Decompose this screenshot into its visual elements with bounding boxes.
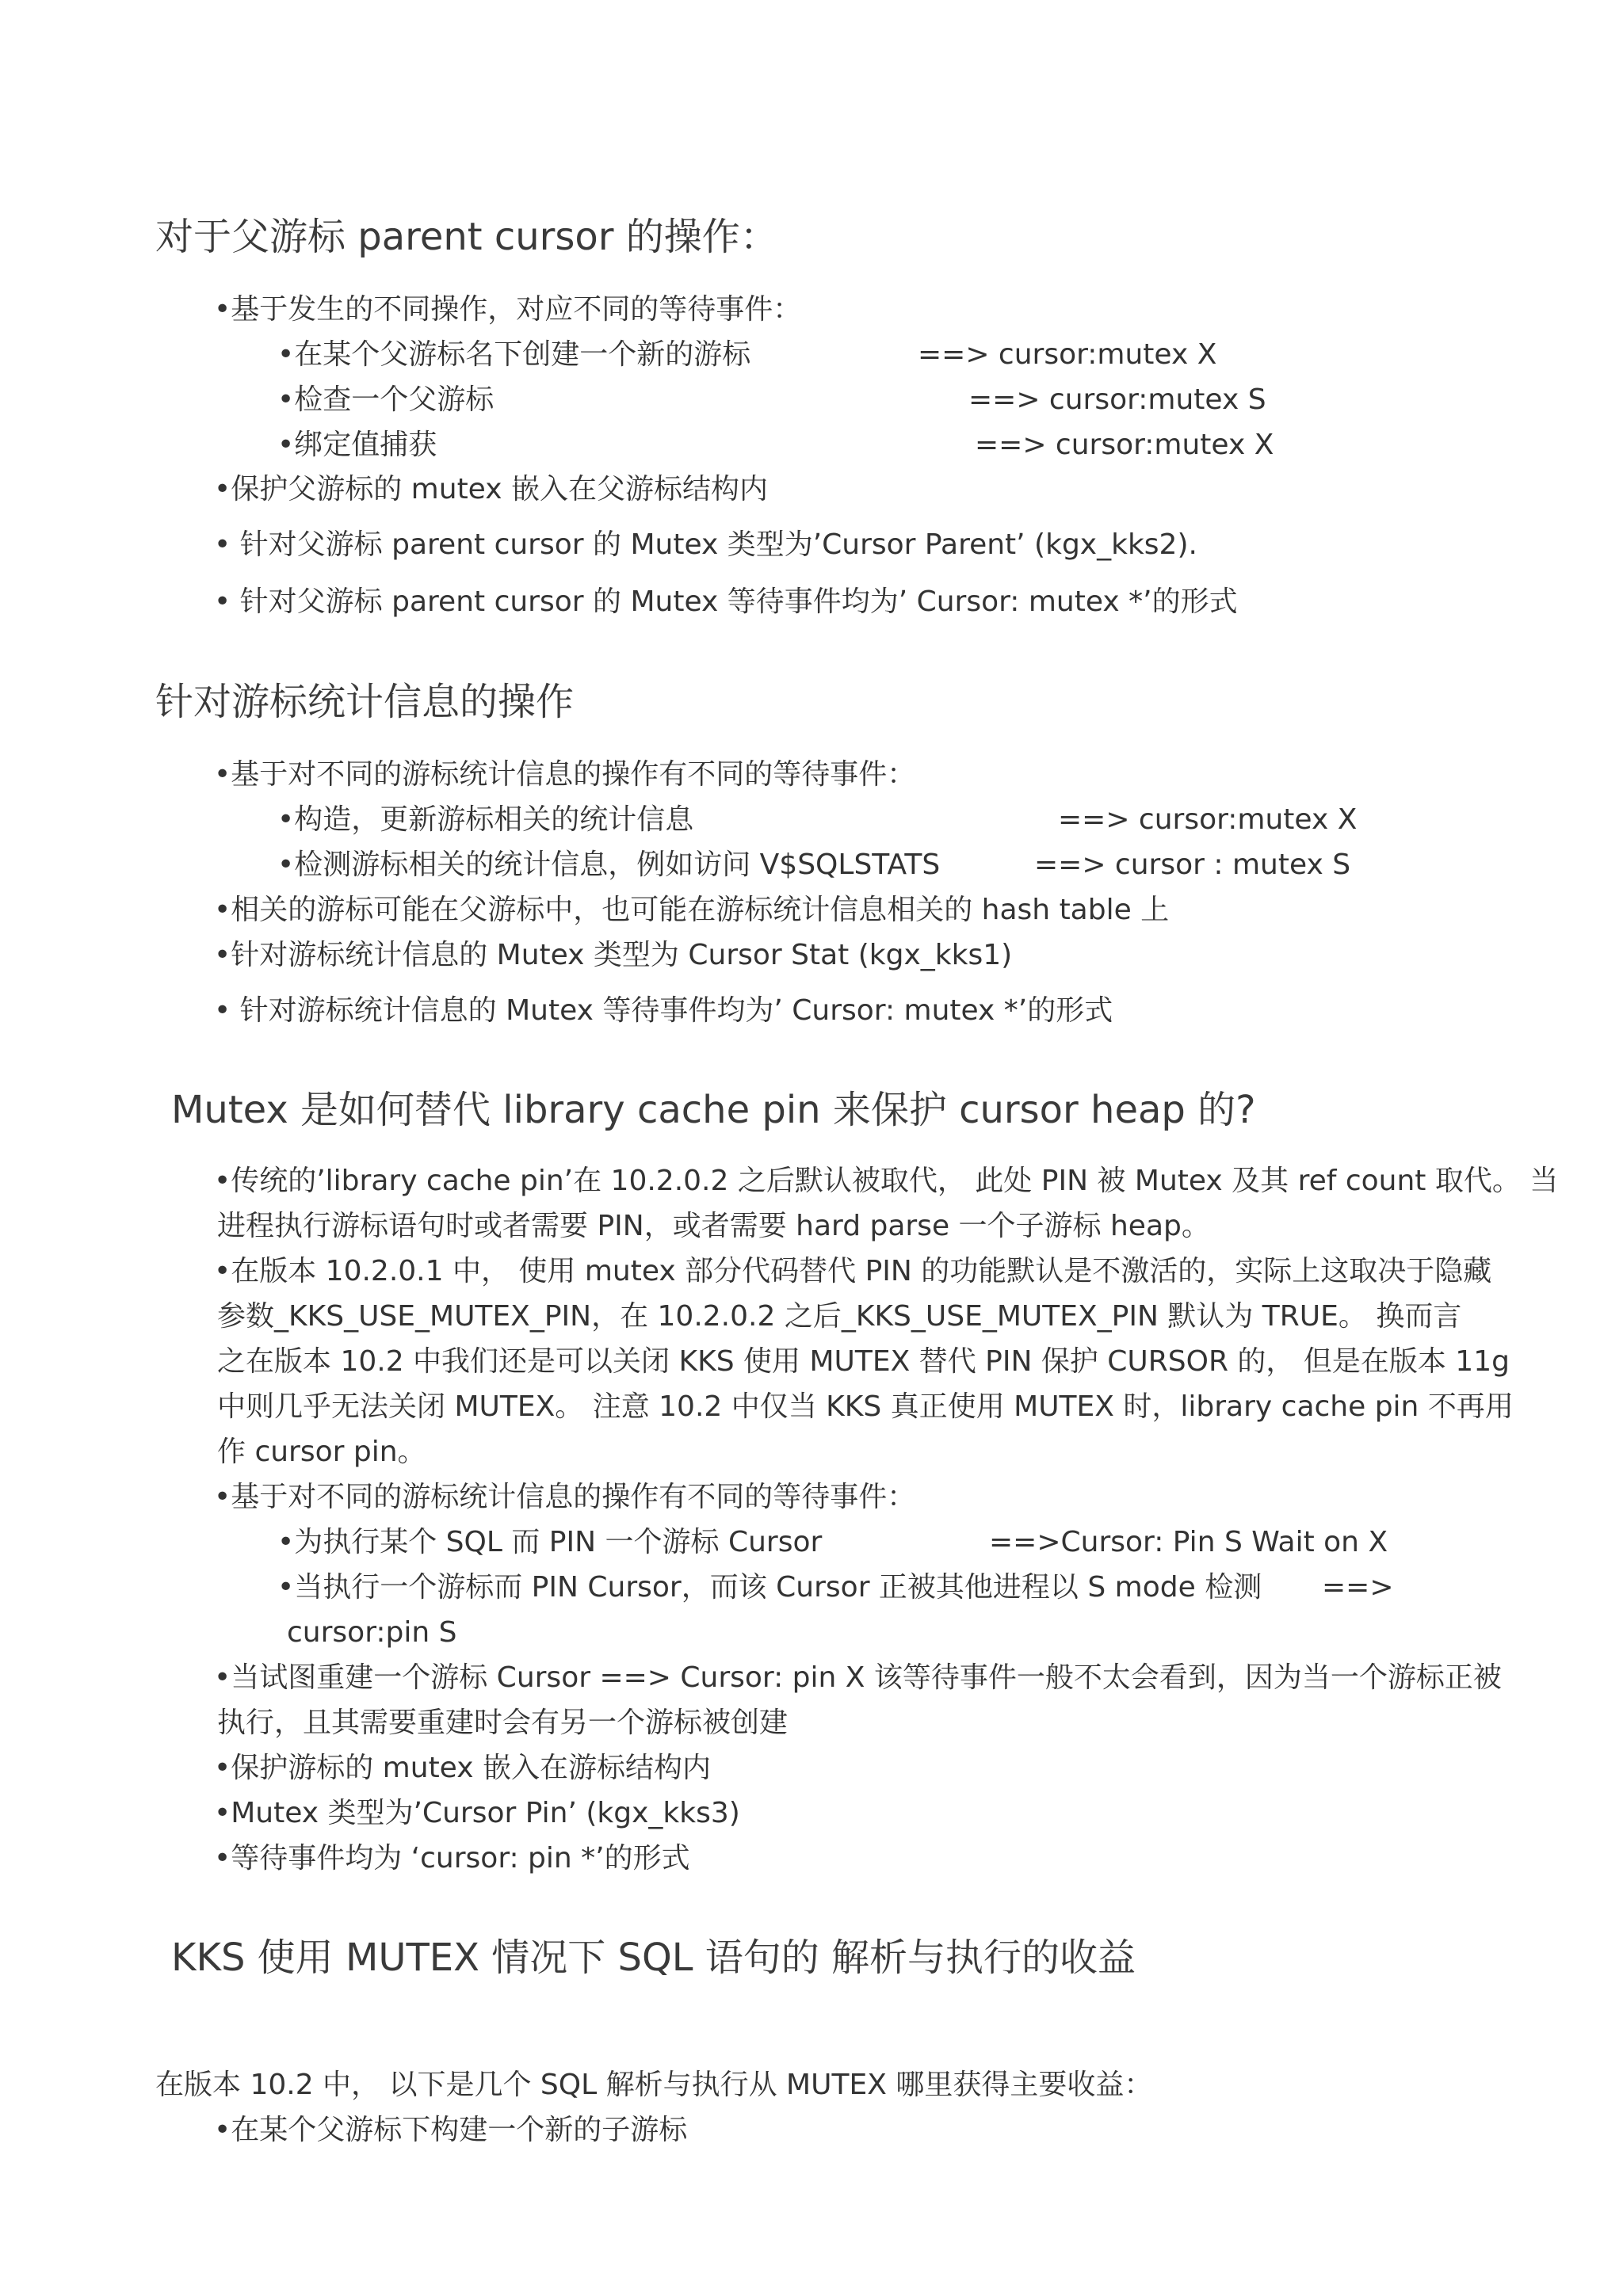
text-line: • 针对父游标 parent cursor 的 Mutex 等待事件均为’ Cursor: mutex *’的形式 — [214, 585, 1238, 618]
section-heading-parent-cursor: 对于父游标 parent cursor 的操作： — [155, 215, 778, 259]
text-line: •绑定值捕获 — [277, 429, 437, 461]
wait-event-arrow: ==> cursor:mutex X — [975, 429, 1274, 461]
wait-event-arrow: ==> cursor:mutex X — [918, 338, 1217, 371]
text-line: •等待事件均为 ‘cursor: pin *’的形式 — [214, 1842, 690, 1875]
text-line: •针对游标统计信息的 Mutex 类型为 Cursor Stat (kgx_kks1) — [214, 939, 1013, 971]
text-line: •传统的’library cache pin’在 10.2.0.2 之后默认被取代， 此处 PIN 被 Mutex 及其 ref count 取代。 当 — [214, 1165, 1559, 1197]
text-line: •在某个父游标名下创建一个新的游标 — [277, 338, 751, 371]
text-line: 在版本 10.2 中， 以下是几个 SQL 解析与执行从 MUTEX 哪里获得主要收益： — [155, 2069, 1153, 2101]
section-heading-cursor-stats: 针对游标统计信息的操作 — [155, 680, 575, 724]
text-line: 作 cursor pin。 — [217, 1436, 426, 1468]
wait-event-arrow: ==> cursor : mutex S — [1034, 849, 1351, 881]
text-line: •当执行一个游标而 PIN Cursor，而该 Cursor 正被其他进程以 S mode 检测 — [277, 1571, 1262, 1604]
text-line: •当试图重建一个游标 Cursor ==> Cursor: pin X 该等待事件一般不太会看到，因为当一个游标正被 — [214, 1661, 1502, 1694]
text-line: • 针对游标统计信息的 Mutex 等待事件均为’ Cursor: mutex *’的形式 — [214, 994, 1113, 1027]
text-line: •在版本 10.2.0.1 中， 使用 mutex 部分代码替代 PIN 的功能默认是不激活的，实际上这取决于隐藏 — [214, 1255, 1492, 1287]
wait-event-arrow: ==> cursor:mutex X — [1058, 803, 1358, 836]
text-line: •基于对不同的游标统计信息的操作有不同的等待事件： — [214, 758, 916, 791]
text-line: •检查一个父游标 — [277, 383, 495, 416]
text-line: •在某个父游标下构建一个新的子游标 — [214, 2114, 688, 2146]
text-line: •构造，更新游标相关的统计信息 — [277, 803, 694, 836]
section-heading-mutex-pin: Mutex 是如何替代 library cache pin 来保护 cursor heap 的? — [171, 1088, 1256, 1132]
wait-event-arrow: ==> cursor:mutex S — [968, 383, 1266, 416]
text-line: •基于发生的不同操作，对应不同的等待事件： — [214, 293, 802, 326]
text-line: •相关的游标可能在父游标中，也可能在游标统计信息相关的 hash table 上 — [214, 894, 1170, 926]
text-line: 之在版本 10.2 中我们还是可以关闭 KKS 使用 MUTEX 替代 PIN 保护 CURSOR 的， 但是在版本 11g — [217, 1345, 1510, 1378]
text-line: 参数_KKS_USE_MUTEX_PIN，在 10.2.0.2 之后_KKS_USE_MUTEX_PIN 默认为 TRUE。 换而言 — [217, 1300, 1462, 1333]
wait-event-arrow: ==> — [1322, 1571, 1394, 1604]
text-line: •基于对不同的游标统计信息的操作有不同的等待事件： — [214, 1481, 916, 1513]
text-line: •保护父游标的 mutex 嵌入在父游标结构内 — [214, 473, 768, 505]
text-line: cursor:pin S — [287, 1616, 457, 1649]
text-line: 中则几乎无法关闭 MUTEX。 注意 10.2 中仅当 KKS 真正使用 MUTEX 时，library cache pin 不再用 — [217, 1390, 1514, 1423]
wait-event-arrow: ==>Cursor: Pin S Wait on X — [989, 1526, 1388, 1558]
text-line: •保护游标的 mutex 嵌入在游标结构内 — [214, 1752, 711, 1784]
text-line: •检测游标相关的统计信息，例如访问 V$SQLSTATS — [277, 849, 941, 881]
text-line: 执行，且其需要重建时会有另一个游标被创建 — [217, 1707, 789, 1739]
text-line: •Mutex 类型为’Cursor Pin’ (kgx_kks3) — [214, 1797, 740, 1829]
section-heading-kks-benefits: KKS 使用 MUTEX 情况下 SQL 语句的 解析与执行的收益 — [171, 1936, 1136, 1980]
text-line: 进程执行游标语句时或者需要 PIN，或者需要 hard parse 一个子游标 heap。 — [217, 1210, 1210, 1242]
text-line: • 针对父游标 parent cursor 的 Mutex 类型为’Cursor Parent’ (kgx_kks2). — [214, 528, 1197, 561]
text-line: •为执行某个 SQL 而 PIN 一个游标 Cursor — [277, 1526, 823, 1558]
